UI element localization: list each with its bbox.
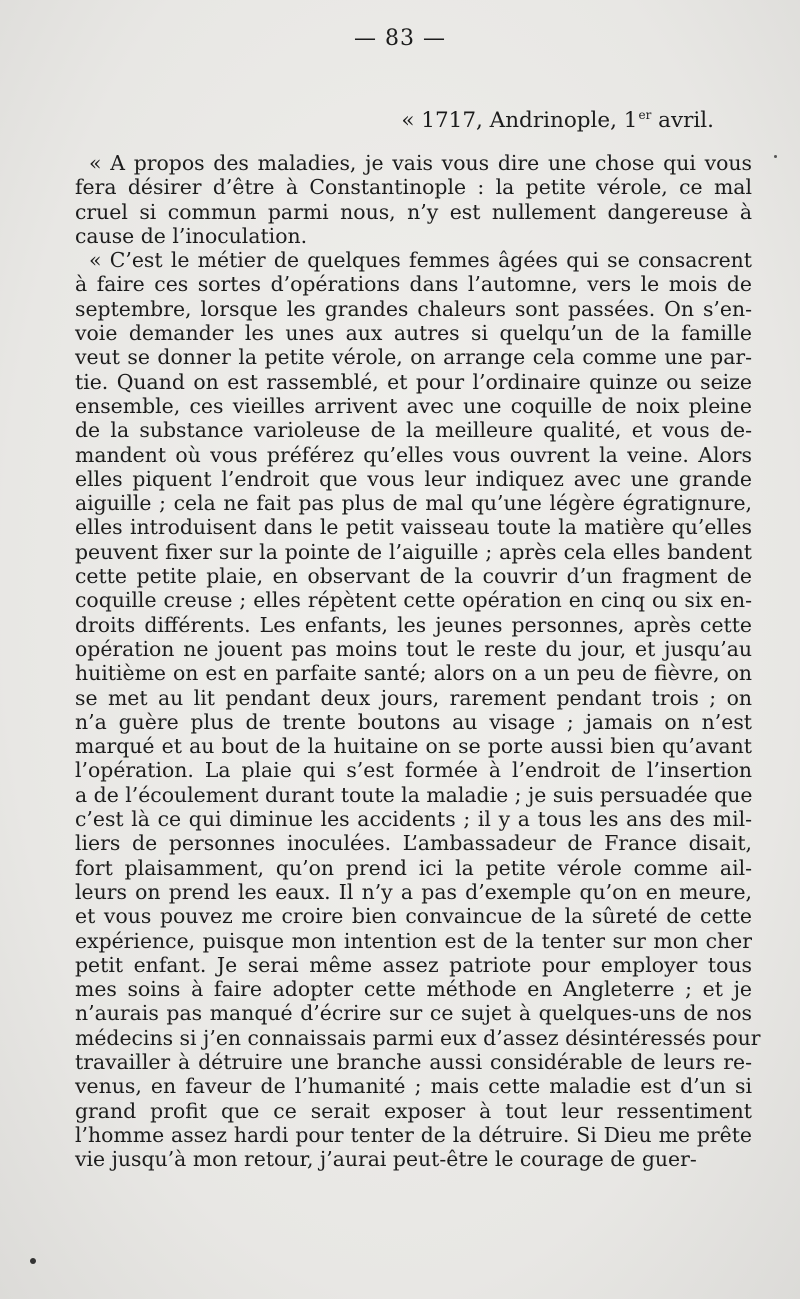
text-line: voie demander les unes aux autres si quelqu’un de la famille <box>75 321 752 346</box>
text-line: à faire ces sortes d’opérations dans l’automne, vers le mois de <box>75 272 752 297</box>
text-line: elles piquent l’endroit que vous leur indiquez avec une grande <box>75 466 752 491</box>
text-line: c’est là ce qui diminue les accidents ; il y a tous les ans des mil- <box>75 807 752 832</box>
text-line: a de l’écoulement durant toute la maladie ; je suis persuadée que <box>75 782 753 807</box>
text-line: expérience, puisque mon intention est de la tenter sur mon cher <box>75 928 752 953</box>
text-line: coquille creuse ; elles répètent cette opération en cinq ou six en- <box>75 588 752 613</box>
text-line: l’homme assez hardi pour tenter de la détruire. Si Dieu me prête <box>75 1122 752 1147</box>
text-line: opération ne jouent pas moins tout le reste du jour, et jusqu’au <box>75 636 752 661</box>
text-line: cause de l’inoculation. <box>75 223 308 248</box>
text-line: liers de personnes inoculées. L’ambassadeur de France disait, <box>75 831 752 856</box>
text-line: n’a guère plus de trente boutons au visage ; jamais on n’est <box>75 709 752 734</box>
text-line: huitième on est en parfaite santé; alors on a un peu de fièvre, on <box>75 661 752 686</box>
text-line: mandent où vous préférez qu’elles vous ouvrent la veine. Alors <box>75 442 752 467</box>
text-line: peuvent fixer sur la pointe de l’aiguille ; après cela elles bandent <box>75 539 752 564</box>
text-line: n’aurais pas manqué d’écrire sur ce sujet à quelques-uns de nos <box>75 1001 752 1026</box>
paragraph <box>75 248 761 1172</box>
text-line: médecins si j’en connaissais parmi eux d’assez désintéressés pour <box>75 1025 761 1050</box>
dateline-text: « 1717, Andrinople, 1 <box>401 108 638 134</box>
text-line: ensemble, ces vieilles arrivent avec une coquille de noix pleine <box>75 393 752 418</box>
text-line: elles introduisent dans le petit vaisseau toute la matière qu’elles <box>75 515 752 540</box>
text-line: venus, en faveur de l’humanité ; mais cette maladie est d’un si <box>75 1074 752 1099</box>
text-line: « A propos des maladies, je vais vous dire une chose qui vous <box>89 151 752 175</box>
text-line: petit enfant. Je serai même assez patriote pour employer tous <box>75 952 752 977</box>
text-line: droits différents. Les enfants, les jeunes personnes, après cette <box>75 612 752 637</box>
text-line: cette petite plaie, en observant de la couvrir d’un fragment de <box>75 564 752 589</box>
text-line: fera désirer d’être à Constantinople : la petite vérole, ce mal <box>75 175 752 200</box>
letter-body <box>75 151 761 1172</box>
text-line: vie jusqu’à mon retour, j’aurai peut-être le courage de guer- <box>75 1147 697 1172</box>
text-line: veut se donner la petite vérole, on arrange cela comme une par- <box>75 345 752 370</box>
text-line: et vous pouvez me croire bien convaincue de la sûreté de cette <box>75 904 752 929</box>
text-line: cruel si commun parmi nous, n’y est nullement dangereuse à <box>75 199 752 224</box>
text-line: leurs on prend les eaux. Il n’y a pas d’exemple qu’on en meure, <box>75 879 752 904</box>
text-line: septembre, lorsque les grandes chaleurs sont passées. On s’en- <box>75 296 752 321</box>
text-line: « C’est le métier de quelques femmes âgées qui se consacrent <box>89 248 752 273</box>
ink-speck <box>774 155 777 158</box>
ink-speck <box>30 1258 36 1264</box>
text-line: se met au lit pendant deux jours, rarement pendant trois ; on <box>75 685 752 710</box>
letter-dateline <box>401 108 714 133</box>
text-line: marqué et au bout de la huitaine on se porte aussi bien qu’avant <box>75 734 752 759</box>
text-line: de la substance varioleuse de la meilleure qualité, et vous de- <box>75 418 752 443</box>
paragraph <box>75 151 752 248</box>
dateline-superscript: er <box>638 108 652 122</box>
text-line: mes soins à faire adopter cette méthode en Angleterre ; et je <box>75 977 752 1002</box>
text-line: fort plaisamment, qu’on prend ici la petite vérole comme ail- <box>75 855 752 880</box>
page-number: — 83 — <box>354 26 446 51</box>
text-line: tie. Quand on est rassemblé, et pour l’ordinaire quinze ou seize <box>75 369 752 394</box>
dateline-tail: avril. <box>651 108 714 134</box>
text-line: aiguille ; cela ne fait pas plus de mal qu’une légère égratignure, <box>75 491 752 516</box>
text-line: l’opération. La plaie qui s’est formée à l’endroit de l’insertion <box>75 758 752 783</box>
text-line: grand profit que ce serait exposer à tout leur ressentiment <box>75 1098 752 1123</box>
text-line: travailler à détruire une branche aussi considérable de leurs re- <box>75 1049 752 1074</box>
